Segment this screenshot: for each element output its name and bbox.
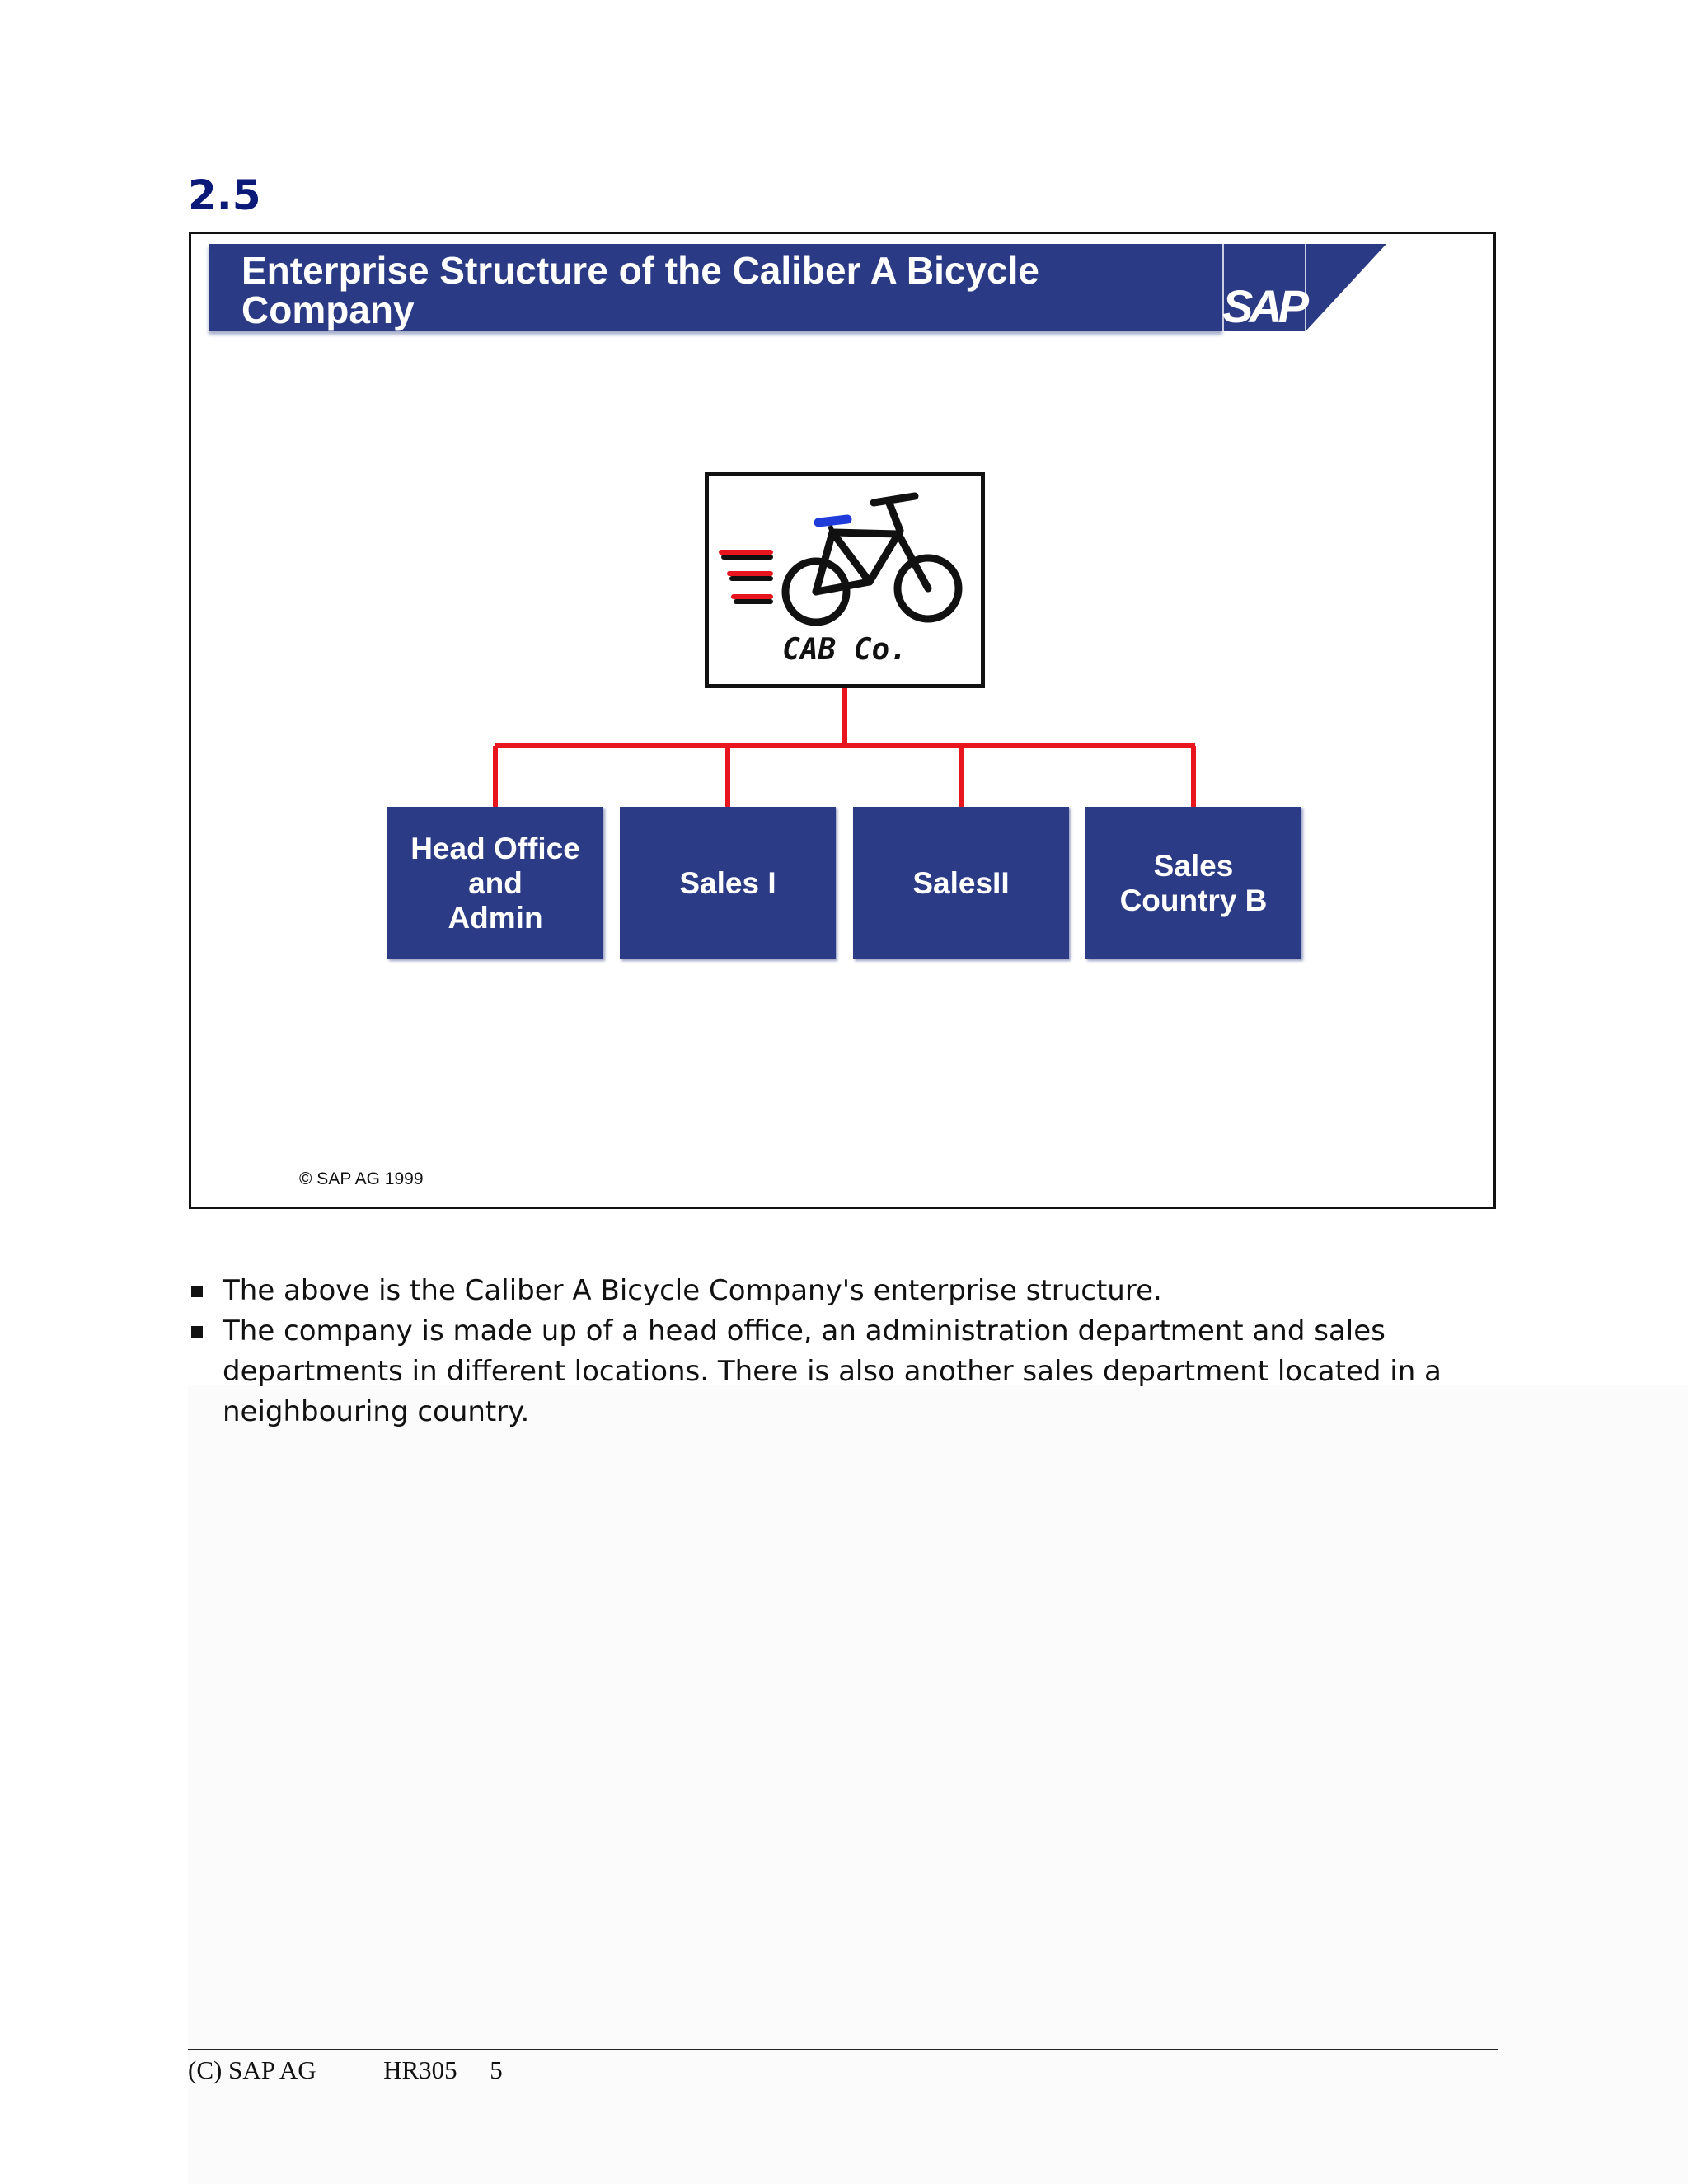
org-unit-sales-2 [853,807,1069,959]
company-logo-label: CAB Co. [782,633,907,667]
footer-page-number: 5 [490,2055,503,2084]
list-item [188,1271,1507,1311]
section-number: 2.5 [188,171,261,219]
org-unit-label: SalesII [912,865,1010,900]
org-unit-sales-country-b [1085,807,1301,959]
square-bullet-icon [191,1326,203,1338]
list-item [188,1311,1507,1432]
org-unit-label: Sales I [679,865,776,900]
org-unit-label: Sales Country B [1119,848,1268,917]
page-footer [188,2055,503,2085]
bicycle-icon [709,476,981,633]
company-logo [705,472,985,688]
org-connectors [191,234,1493,1207]
bullet-list [188,1271,1507,1432]
bullet-text: The above is the Caliber A Bicycle Company's enterprise structure. [223,1274,1162,1307]
square-bullet-icon [191,1286,203,1297]
sap-logo-text: SAP [1222,280,1306,332]
slide-frame [189,232,1496,1209]
footer-copyright: (C) SAP AG [188,2055,316,2084]
slide-copyright: © SAP AG 1999 [299,1169,424,1188]
org-unit-sales-1 [620,807,836,959]
org-unit-head-office [387,807,603,959]
slide-title: Enterprise Structure of the Caliber A Bicycle Company [241,249,1039,331]
bullet-text: The company is made up of a head office, an administration department and sales departments in different locations. There is also another sales department located in a neighbouring country. [223,1315,1442,1428]
org-unit-label: Head Office and Admin [410,831,580,935]
footer-course-code: HR305 [383,2055,457,2084]
footer-divider [188,2049,1498,2050]
